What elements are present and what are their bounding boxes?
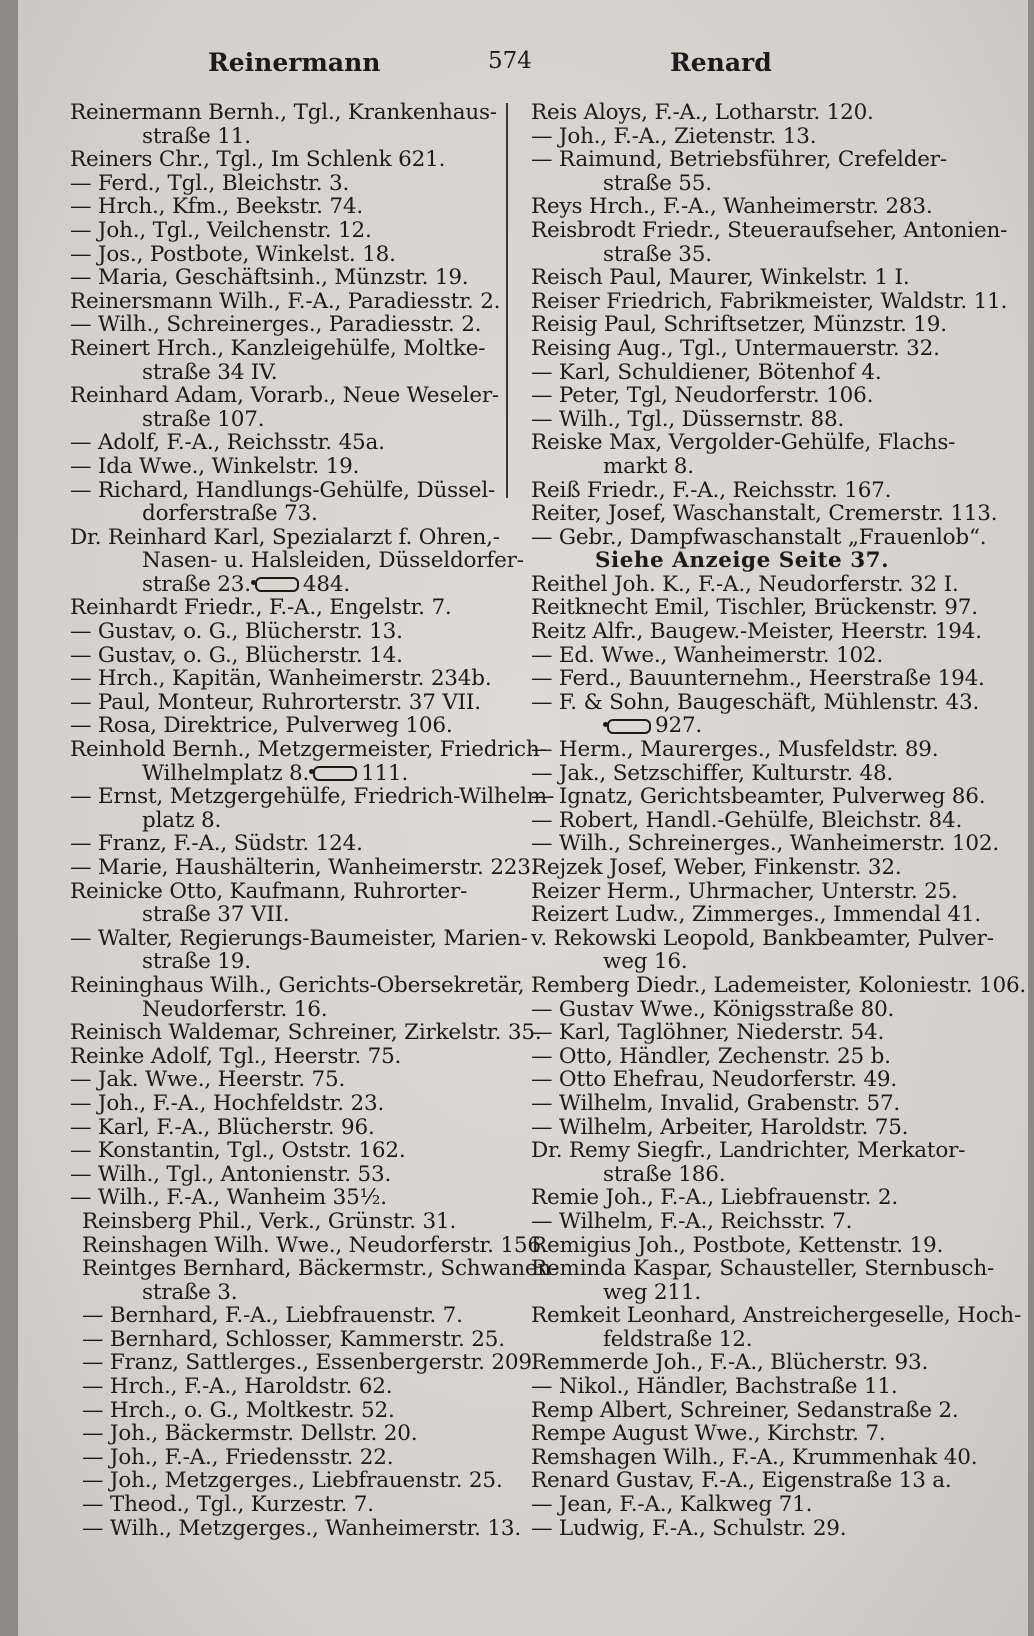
directory-entry <box>70 714 510 738</box>
entry-text: — Wilh., Tgl., Antonienstr. 53. <box>70 1161 392 1187</box>
directory-entry <box>531 384 971 408</box>
directory-entry <box>531 950 971 974</box>
directory-entry <box>70 313 510 337</box>
entry-text: Reinert Hrch., Kanzleigehülfe, Moltke- <box>70 335 486 361</box>
directory-entry <box>70 1328 510 1352</box>
directory-entry <box>531 831 999 857</box>
directory-entry <box>70 784 555 810</box>
directory-entry <box>531 1021 971 1045</box>
directory-entry <box>70 925 528 951</box>
entry-text: — Franz, Sattlerges., Essenbergerstr. 209. <box>82 1350 539 1376</box>
entry-text: v. Rekowski Leopold, Bankbeamter, Pulver- <box>531 925 994 951</box>
directory-entry <box>531 762 971 786</box>
entry-text: Reisbrodt Friedr., Steueraufseher, Antonien- <box>531 217 1008 243</box>
entry-text: dorferstraße 73. <box>142 501 318 527</box>
entry-text: Dr. Remy Siegfr., Landrichter, Merkator- <box>531 1138 966 1164</box>
directory-entry <box>531 1045 971 1069</box>
directory-entry <box>531 1517 971 1541</box>
entry-text: — Otto Ehefrau, Neudorferstr. 49. <box>531 1067 898 1093</box>
directory-entry <box>70 1256 559 1282</box>
directory-entry <box>531 573 971 597</box>
entry-text: Remp Albert, Schreiner, Sedanstraße 2. <box>531 1397 959 1423</box>
directory-entry <box>70 1210 510 1234</box>
directory-entry <box>531 644 971 668</box>
entry-text: — Wilh., Schreinerges., Paradiesstr. 2. <box>70 312 482 338</box>
directory-entry <box>70 972 525 998</box>
entry-text: straße 11. <box>142 123 251 149</box>
directory-entry <box>70 1092 510 1116</box>
entry-text: — Herm., Maurerges., Musfeldstr. 89. <box>531 737 939 763</box>
entry-text: Remshagen Wilh., F.-A., Krummenhak 40. <box>531 1444 978 1470</box>
phone-number: 927. <box>655 713 703 739</box>
entry-text: — Ferd., Tgl., Bleichstr. 3. <box>70 170 350 196</box>
directory-entry <box>531 689 980 715</box>
entry-text: — Otto, Händler, Zechenstr. 25 b. <box>531 1043 891 1069</box>
entry-text: Reininghaus Wilh., Gerichts-Obersekretär, <box>70 972 525 998</box>
entry-text: — Wilh., Metzgerges., Wanheimerstr. 13. <box>82 1515 522 1541</box>
entry-text: Reisch Paul, Maurer, Winkelstr. 1 I. <box>531 265 910 291</box>
entry-text: — Hrch., Kfm., Beekstr. 74. <box>70 194 363 220</box>
directory-entry <box>70 1020 542 1046</box>
directory-entry <box>531 313 971 337</box>
entry-text: — Rosa, Direktrice, Pulverweg 106. <box>70 713 453 739</box>
right-column <box>531 100 1027 1541</box>
entry-text: straße 107. <box>142 406 265 432</box>
phone-number: 484. <box>302 571 350 597</box>
entry-text: — Gustav Wwe., Königsstraße 80. <box>531 996 895 1022</box>
directory-entry <box>531 1068 971 1092</box>
directory-entry <box>531 902 981 928</box>
directory-entry <box>70 526 510 550</box>
entry-text: Reizert Ludw., Zimmerges., Immendal 41. <box>531 902 981 928</box>
directory-entry <box>531 1375 971 1399</box>
directory-entry <box>531 361 971 385</box>
directory-entry <box>531 666 985 692</box>
entry-text: — Gustav, o. G., Blücherstr. 13. <box>70 619 403 645</box>
directory-entry <box>531 1256 995 1282</box>
directory-entry <box>70 1232 548 1258</box>
directory-entry <box>70 384 510 408</box>
directory-entry <box>70 832 510 856</box>
entry-text: Reinhard Adam, Vorarb., Neue Weseler- <box>70 383 499 409</box>
directory-entry <box>531 1328 971 1352</box>
directory-entry <box>70 1446 510 1470</box>
directory-entry <box>531 1493 971 1517</box>
directory-entry <box>531 1234 971 1258</box>
directory-entry <box>70 266 510 290</box>
directory-entry <box>70 195 510 219</box>
entry-text: — Karl, Schuldiener, Bötenhof 4. <box>531 359 882 385</box>
directory-entry <box>531 524 987 550</box>
entry-text: Reinke Adolf, Tgl., Heerstr. 75. <box>70 1043 402 1069</box>
page-header <box>18 48 1028 88</box>
entry-text: — Hrch., Kapitän, Wanheimerstr. 234b. <box>70 666 492 692</box>
advertisement-note <box>531 549 971 573</box>
directory-entry <box>70 1304 510 1328</box>
directory-entry <box>70 1281 510 1305</box>
entry-text: — Maria, Geschäftsinh., Münzstr. 19. <box>70 265 469 291</box>
entry-text: — Wilh., Tgl., Düssernstr. 88. <box>531 406 845 432</box>
entry-text: — Wilhelm, Invalid, Grabenstr. 57. <box>531 1090 901 1116</box>
entry-text: Reminda Kaspar, Schausteller, Sternbusch- <box>531 1256 995 1282</box>
directory-entry <box>531 455 971 479</box>
directory-entry <box>531 1116 971 1140</box>
directory-entry <box>70 1116 510 1140</box>
directory-entry <box>531 595 978 621</box>
entry-text: weg 16. <box>603 949 688 975</box>
entry-text: Reiners Chr., Tgl., Im Schlenk 621. <box>70 147 446 173</box>
directory-entry <box>70 1493 510 1517</box>
entry-text: Remmerde Joh., F.-A., Blücherstr. 93. <box>531 1350 929 1376</box>
entry-text: — Joh., Metzgerges., Liebfrauenstr. 25. <box>82 1468 503 1494</box>
directory-entry <box>531 1422 971 1446</box>
directory-entry <box>531 266 971 290</box>
directory-entry <box>70 737 547 763</box>
entry-text: — Ernst, Metzgergehülfe, Friedrich-Wilhelm- <box>70 784 555 810</box>
entry-text: — Joh., F.-A., Hochfeldstr. 23. <box>70 1090 385 1116</box>
entry-text: Reinicke Otto, Kaufmann, Ruhrorter- <box>70 878 468 904</box>
entry-text: — Raimund, Betriebsführer, Crefelder- <box>531 147 947 173</box>
directory-entry <box>70 950 510 974</box>
entry-text: Wilhelmplatz 8. <box>142 760 310 786</box>
directory-entry <box>531 1092 971 1116</box>
directory-entry <box>70 855 538 880</box>
entry-text: — Wilh., Schreinerges., Wanheimerstr. 102. <box>531 831 999 857</box>
directory-entry <box>531 337 971 361</box>
directory-entry <box>70 361 510 385</box>
entry-text: Siehe Anzeige Seite 37. <box>595 548 890 574</box>
directory-entry <box>70 620 510 644</box>
entry-text: Rejzek Josef, Weber, Finkenstr. 32. <box>531 855 902 880</box>
directory-entry <box>70 101 510 125</box>
directory-entry <box>531 972 1027 998</box>
entry-text: — Paul, Monteur, Ruhrorterstr. 37 VII. <box>70 689 481 715</box>
entry-text: feldstraße 12. <box>603 1326 753 1352</box>
directory-entry <box>531 880 971 904</box>
directory-entry <box>531 217 1008 243</box>
directory-page <box>18 0 1028 1636</box>
entry-text: — Ludwig, F.-A., Schulstr. 29. <box>531 1515 847 1541</box>
entry-text: Dr. Reinhard Karl, Spezialarzt f. Ohren,- <box>70 524 500 550</box>
entry-text: — Ignatz, Gerichtsbeamter, Pulverweg 86. <box>531 784 986 810</box>
directory-entry <box>70 337 510 361</box>
directory-entry <box>70 1422 510 1446</box>
directory-entry <box>531 431 971 455</box>
directory-entry <box>70 1350 539 1376</box>
entry-text: — Jos., Postbote, Winkelst. 18. <box>70 241 396 267</box>
directory-entry <box>531 738 971 762</box>
entry-text: Renard Gustav, F.-A., Eigenstraße 13 a. <box>531 1468 952 1494</box>
entry-text: — Karl, Taglöhner, Niederstr. 54. <box>531 1020 885 1046</box>
directory-entry <box>70 1375 510 1399</box>
entry-text: — Jak. Wwe., Heerstr. 75. <box>70 1067 346 1093</box>
directory-entry <box>531 1163 971 1187</box>
entry-text: — Wilhelm, Arbeiter, Haroldstr. 75. <box>531 1114 909 1140</box>
directory-entry <box>70 1163 510 1187</box>
entry-text: Remkeit Leonhard, Anstreichergeselle, Hoch- <box>531 1303 1022 1329</box>
directory-entry <box>531 714 971 738</box>
entry-text: Reising Aug., Tgl., Untermauerstr. 32. <box>531 335 940 361</box>
entry-text: — Walter, Regierungs-Baumeister, Marien- <box>70 925 528 951</box>
directory-entry <box>531 784 986 810</box>
entry-text: — Bernhard, F.-A., Liebfrauenstr. 7. <box>82 1303 463 1329</box>
directory-entry <box>70 809 510 833</box>
entry-text: — Joh., Bäckermstr. Dellstr. 20. <box>82 1421 418 1447</box>
directory-entry <box>531 1351 971 1375</box>
entry-text: — Robert, Handl.-Gehülfe, Bleichstr. 84. <box>531 807 963 833</box>
entry-text: — Joh., F.-A., Friedensstr. 22. <box>82 1444 394 1470</box>
directory-entry <box>70 408 510 432</box>
directory-entry <box>531 1139 971 1163</box>
directory-entry <box>531 408 971 432</box>
entry-text: — Wilh., F.-A., Wanheim 35½. <box>70 1185 387 1211</box>
entry-text: — Jean, F.-A., Kalkweg 71. <box>531 1492 813 1518</box>
entry-text: Reinisch Waldemar, Schreiner, Zirkelstr. 35. <box>70 1020 542 1046</box>
directory-entry <box>70 1399 510 1423</box>
directory-entry <box>531 101 971 125</box>
directory-entry <box>70 125 510 149</box>
entry-text: — Ida Wwe., Winkelstr. 19. <box>70 453 360 479</box>
entry-text: weg 211. <box>603 1279 701 1305</box>
header-first-name: Reinermann <box>208 48 381 77</box>
entry-text: Nasen- u. Halsleiden, Düsseldorfer- <box>142 548 524 574</box>
entry-text: Reinermann Bernh., Tgl., Krankenhaus- <box>70 100 497 125</box>
entry-text: Reis Aloys, F.-A., Lotharstr. 120. <box>531 100 874 125</box>
entry-text: straße 19. <box>142 949 251 975</box>
directory-entry <box>70 644 510 668</box>
directory-entry <box>531 501 998 527</box>
directory-entry <box>70 1515 522 1541</box>
entry-text: straße 186. <box>603 1161 726 1187</box>
entry-text: Reitknecht Emil, Tischler, Brückenstr. 97. <box>531 595 978 621</box>
directory-entry <box>531 856 971 880</box>
directory-entry <box>531 1399 971 1423</box>
entry-text: markt 8. <box>603 453 694 479</box>
telephone-icon <box>313 766 357 781</box>
directory-entry <box>531 1444 978 1470</box>
entry-text: Reinhold Bernh., Metzgermeister, Friedrich- <box>70 737 547 763</box>
directory-entry <box>70 290 510 314</box>
entry-text: Reintges Bernhard, Bäckermstr., Schwanen- <box>82 1256 559 1282</box>
entry-text: — Ed. Wwe., Wanheimerstr. 102. <box>531 642 884 668</box>
phone-number: 111. <box>361 760 409 786</box>
directory-entry <box>531 125 971 149</box>
directory-entry <box>70 998 510 1022</box>
directory-entry <box>531 1210 971 1234</box>
directory-entry <box>531 288 1008 314</box>
directory-entry <box>531 925 994 951</box>
entry-text: Neudorferstr. 16. <box>142 996 328 1022</box>
directory-entry <box>70 243 510 267</box>
left-column <box>70 100 559 1541</box>
directory-entry <box>531 1186 971 1210</box>
entry-text: — Marie, Haushälterin, Wanheimerstr. 223. <box>70 855 538 880</box>
directory-entry <box>70 762 510 786</box>
directory-entry <box>70 431 510 455</box>
entry-text: straße 3. <box>142 1279 238 1305</box>
telephone-icon <box>607 719 651 734</box>
entry-text: — Jak., Setzschiffer, Kulturstr. 48. <box>531 760 894 786</box>
directory-entry <box>531 195 971 219</box>
directory-entry <box>531 809 971 833</box>
entry-text: Reitz Alfr., Baugew.-Meister, Heerstr. 194. <box>531 619 982 645</box>
directory-entry <box>531 998 971 1022</box>
entry-text: straße 34 IV. <box>142 359 278 385</box>
entry-text: — Konstantin, Tgl., Oststr. 162. <box>70 1138 406 1164</box>
entry-text: Reizer Herm., Uhrmacher, Unterstr. 25. <box>531 878 958 904</box>
directory-entry <box>70 148 510 172</box>
entry-text: — Theod., Tgl., Kurzestr. 7. <box>82 1492 374 1518</box>
entry-text: Reiter, Josef, Waschanstalt, Cremerstr. 113. <box>531 501 998 527</box>
entry-text: — Hrch., o. G., Moltkestr. 52. <box>82 1397 395 1423</box>
directory-entry <box>531 619 982 645</box>
directory-entry <box>70 502 510 526</box>
entry-text: Reisig Paul, Schriftsetzer, Münzstr. 19. <box>531 312 947 338</box>
directory-entry <box>70 479 510 503</box>
directory-entry <box>70 1186 510 1210</box>
entry-text: Reinsberg Phil., Verk., Grünstr. 31. <box>82 1208 457 1234</box>
directory-entry <box>70 1045 510 1069</box>
entry-text: Reithel Joh. K., F.-A., Neudorferstr. 32 I. <box>531 571 959 597</box>
entry-text: — Joh., F.-A., Zietenstr. 13. <box>531 123 817 149</box>
directory-entry <box>531 243 971 267</box>
entry-text: Reiske Max, Vergolder-Gehülfe, Flachs- <box>531 430 956 456</box>
entry-text: straße 37 VII. <box>142 902 290 928</box>
directory-entry <box>70 596 510 620</box>
directory-entry <box>531 1303 1022 1329</box>
directory-entry <box>70 691 510 715</box>
entry-text: — Ferd., Bauunternehm., Heerstraße 194. <box>531 666 985 692</box>
directory-entry <box>70 573 510 597</box>
entry-text: Reinhardt Friedr., F.-A., Engelstr. 7. <box>70 595 452 621</box>
entry-text: Remie Joh., F.-A., Liebfrauenstr. 2. <box>531 1185 899 1211</box>
directory-entry <box>70 455 510 479</box>
entry-text: — Adolf, F.-A., Reichsstr. 45a. <box>70 430 385 456</box>
entry-text: straße 23. <box>142 571 251 597</box>
entry-text: — Richard, Handlungs-Gehülfe, Düssel- <box>70 477 496 503</box>
page-number: 574 <box>488 48 532 74</box>
telephone-icon <box>255 577 299 592</box>
entry-text: — Gustav, o. G., Blücherstr. 14. <box>70 642 403 668</box>
directory-entry <box>531 1469 971 1493</box>
entry-text: — Wilhelm, F.-A., Reichsstr. 7. <box>531 1208 853 1234</box>
directory-entry <box>531 479 971 503</box>
directory-entry <box>70 1469 510 1493</box>
entry-text: Reinersmann Wilh., F.-A., Paradiesstr. 2. <box>70 288 501 314</box>
entry-text: — Gebr., Dampfwaschanstalt „Frauenlob“. <box>531 524 987 550</box>
entry-text: Reiser Friedrich, Fabrikmeister, Waldstr. 11. <box>531 288 1008 314</box>
entry-text: straße 35. <box>603 241 712 267</box>
directory-entry <box>70 880 510 904</box>
directory-entry <box>70 1068 510 1092</box>
directory-entry <box>70 1139 510 1163</box>
directory-entry <box>70 548 524 574</box>
directory-entry <box>531 148 971 172</box>
entry-text: — F. & Sohn, Baugeschäft, Mühlenstr. 43. <box>531 689 980 715</box>
directory-entry <box>70 667 510 691</box>
entry-text: Reinshagen Wilh. Wwe., Neudorferstr. 156. <box>82 1232 548 1258</box>
directory-entry <box>70 219 510 243</box>
directory-entry <box>531 1281 971 1305</box>
entry-text: Remberg Diedr., Lademeister, Koloniestr. 106. <box>531 972 1027 998</box>
entry-text: Reys Hrch., F.-A., Wanheimerstr. 283. <box>531 194 933 220</box>
entry-text: — Hrch., F.-A., Haroldstr. 62. <box>82 1374 393 1400</box>
entry-text: platz 8. <box>142 807 222 833</box>
entry-text: — Bernhard, Schlosser, Kammerstr. 25. <box>82 1326 505 1352</box>
entry-text: — Franz, F.-A., Südstr. 124. <box>70 831 363 857</box>
directory-entry <box>531 172 971 196</box>
entry-text: — Nikol., Händler, Bachstraße 11. <box>531 1374 898 1400</box>
header-last-name: Renard <box>670 48 772 77</box>
entry-text: — Peter, Tgl, Neudorferstr. 106. <box>531 383 874 409</box>
entry-text: straße 55. <box>603 170 712 196</box>
entry-text: — Joh., Tgl., Veilchenstr. 12. <box>70 217 372 243</box>
entry-text: Rempe August Wwe., Kirchstr. 7. <box>531 1421 886 1447</box>
entry-text: Remigius Joh., Postbote, Kettenstr. 19. <box>531 1232 944 1258</box>
entry-text: Reiß Friedr., F.-A., Reichsstr. 167. <box>531 477 892 503</box>
directory-entry <box>70 903 510 927</box>
directory-entry <box>70 172 510 196</box>
entry-text: — Karl, F.-A., Blücherstr. 96. <box>70 1114 375 1140</box>
